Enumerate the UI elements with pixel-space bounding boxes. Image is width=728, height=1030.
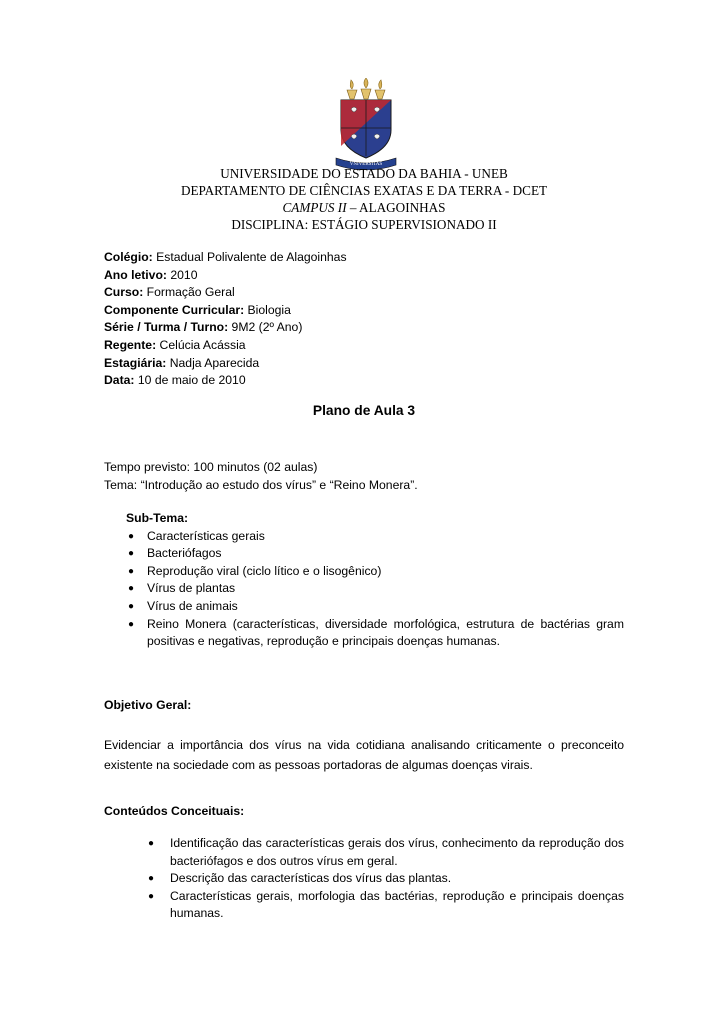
tema: Tema: “Introdução ao estudo dos vírus” e “Reino Monera”. [104, 477, 418, 492]
header-discipline: DISCIPLINA: ESTÁGIO SUPERVISIONADO II [231, 217, 497, 232]
list-item: ● Descrição das características dos vírus das plantas. [148, 870, 624, 888]
bullet-icon: ● [128, 600, 135, 612]
list-item: ● Características gerais [126, 528, 624, 546]
info-curso: Curso: Formação Geral [104, 285, 235, 300]
list-item: ● Vírus de plantas [126, 580, 624, 598]
header-campus [104, 199, 624, 216]
info-ano-letivo: Ano letivo: 2010 [104, 267, 198, 282]
header-campus-city: – ALAGOINHAS [346, 200, 446, 215]
conteudos-list [148, 835, 624, 923]
list-item: ● Reino Monera (características, diversidade morfológica, estrutura de bactérias gram positivas e negativas, reprodução e principais doenças humanas. [128, 616, 624, 649]
tempo-previsto: Tempo previsto: 100 minutos (02 aulas) [104, 460, 318, 474]
list-item: ● Reprodução viral (ciclo lítico e o lisogênico) [126, 563, 624, 581]
header-campus-name: CAMPUS II [282, 200, 347, 215]
subtema-title: Sub-Tema: [126, 511, 189, 525]
info-estagiaria: Estagiária: Nadja Aparecida [104, 355, 260, 370]
list-item: ● Bacteriófagos [126, 545, 624, 563]
class-info [104, 249, 347, 390]
subtema-section [126, 510, 624, 651]
info-colegio: Colégio: Estadual Polivalente de Alagoinhas [104, 250, 347, 264]
bullet-icon: ● [128, 548, 135, 560]
objetivo-title: Objetivo Geral: [104, 698, 192, 712]
plan-meta [104, 459, 418, 494]
conteudos-section [148, 835, 624, 923]
info-serie-turma: Série / Turma / Turno: 9M2 (2º Ano) [104, 320, 303, 335]
list-item: ● Características gerais, morfologia das bactérias, reprodução e principais doenças humanas. [148, 888, 624, 921]
info-regente: Regente: Celúcia Acássia [104, 337, 246, 352]
list-item: ● Identificação das características gerais dos vírus, conhecimento da reprodução dos bacteriófagos e dos outros vírus em geral. [148, 836, 624, 868]
bullet-icon: ● [128, 583, 135, 595]
crest-motto: VNIVERSITAS [349, 162, 383, 167]
conteudos-title: Conteúdos Conceituais: [104, 804, 245, 818]
list-item: ● Vírus de animais [126, 598, 624, 616]
subtema-list [126, 528, 624, 651]
bullet-icon: ● [148, 873, 155, 885]
info-data: Data: 10 de maio de 2010 [104, 373, 246, 388]
university-crest-logo [333, 78, 399, 170]
info-componente: Componente Curricular: Biologia [104, 302, 291, 317]
bullet-icon: ● [148, 838, 155, 849]
bullet-icon: ● [128, 530, 135, 542]
bullet-icon: ● [128, 565, 135, 577]
document-header [104, 165, 624, 233]
header-department: DEPARTAMENTO DE CIÊNCIAS EXATAS E DA TERRA - DCET [180, 183, 548, 198]
bullet-icon: ● [128, 618, 135, 630]
plan-title: Plano de Aula 3 [312, 403, 416, 418]
bullet-icon: ● [148, 890, 155, 902]
header-university: UNIVERSIDADE DO ESTADO DA BAHIA - UNEB [220, 166, 508, 181]
objetivo-text: Evidenciar a importância dos vírus na vida cotidiana analisando criticamente o preconceito existente na sociedade com as pessoas portadoras de algumas doenças virais. [104, 738, 624, 772]
